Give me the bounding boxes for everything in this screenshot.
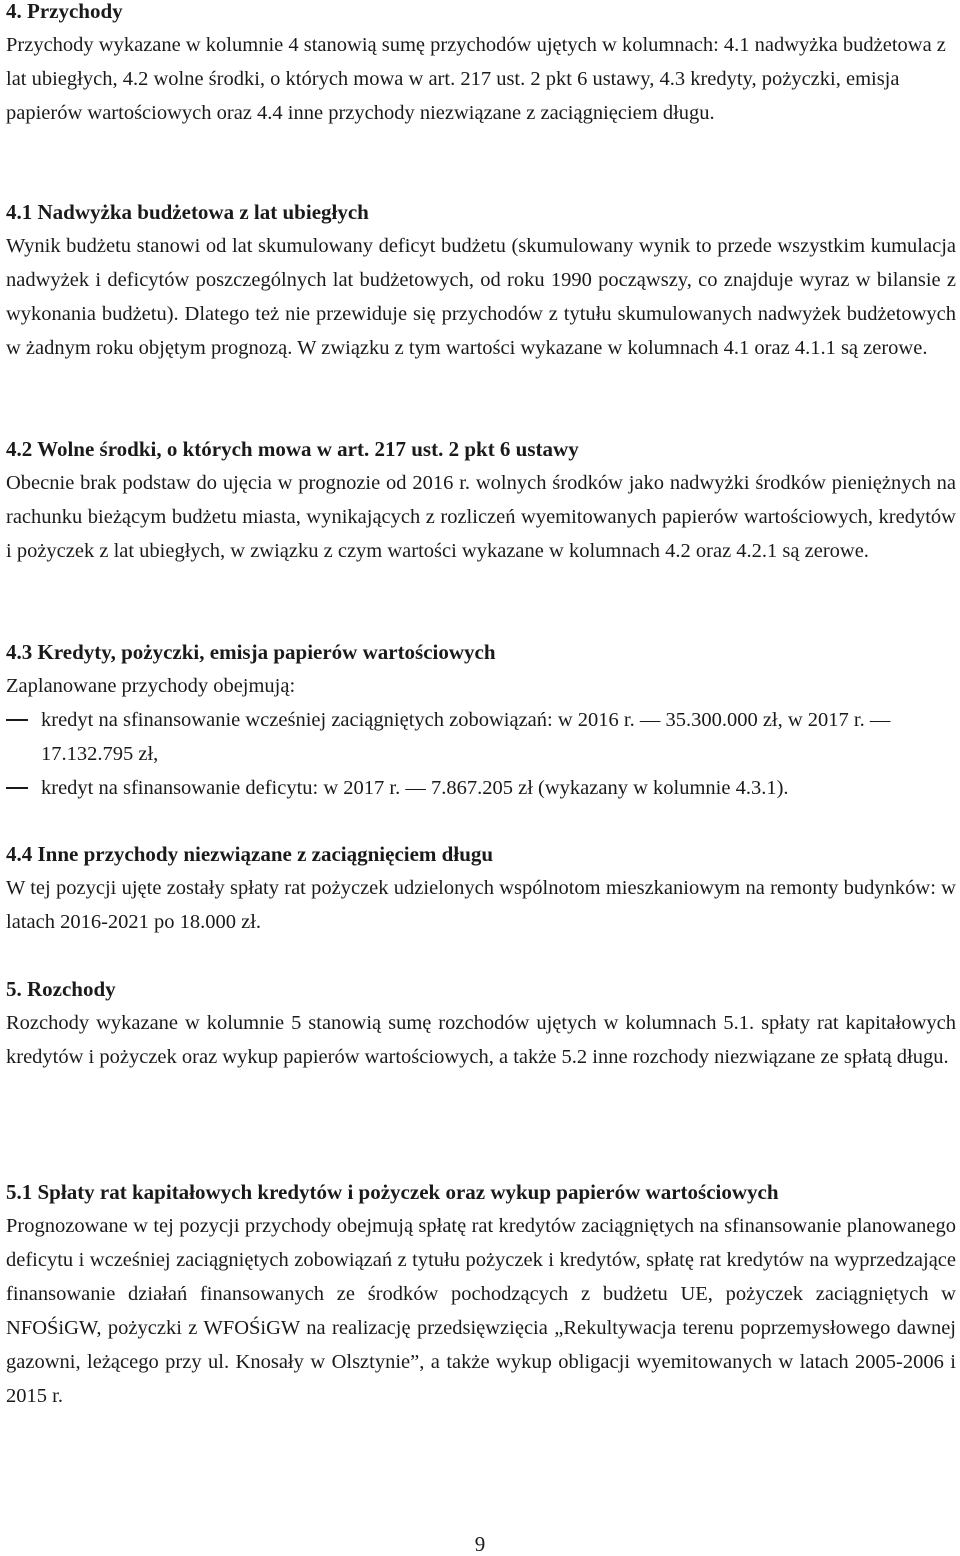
section-heading: 4.1 Nadwyżka budżetowa z lat ubiegłych <box>6 200 369 224</box>
section-paragraph: Obecnie brak podstaw do ujęcia w prognozie od 2016 r. wolnych środków jako nadwyżki środków pieniężnych na rachunku bieżącym budżetu miasta, wynikających z rozliczeń wyemitowanych papierów wartościowych, kredytów i pożyczek z lat ubiegłych, w związku z czym wartości wykazane w kolumnach 4.2 oraz 4.2.1 są zerowe. <box>6 472 956 562</box>
list-item-text: kredyt na sfinansowanie deficytu: w 2017 r. — 7.867.205 zł (wykazany w kolumnie 4.3.1). <box>41 777 789 799</box>
section-heading: 5.1 Spłaty rat kapitałowych kredytów i pożyczek oraz wykup papierów wartościowych <box>6 1180 779 1204</box>
section-paragraph: Rozchody wykazane w kolumnie 5 stanowią sumę rozchodów ujętych w kolumnach 5.1. spłaty rat kapitałowych kredytów i pożyczek oraz wykup papierów wartościowych, a także 5.2 inne rozchody niezwiązane ze spłatą długu. <box>6 1012 956 1068</box>
section-paragraph: W tej pozycji ujęte zostały spłaty rat pożyczek udzielonych wspólnotom mieszkaniowym na remonty budynków: w latach 2016-2021 po 18.000 zł. <box>6 877 956 933</box>
list-item-text: kredyt na sfinansowanie wcześniej zaciągniętych zobowiązań: w 2016 r. — 35.300.000 zł, w 2017 r. — 17.132.795 zł, <box>41 709 891 765</box>
section-4-2-wolne-srodki <box>6 432 956 568</box>
section-heading: 4.3 Kredyty, pożyczki, emisja papierów wartościowych <box>6 640 496 664</box>
section-heading: 4.4 Inne przychody niezwiązane z zaciągnięciem długu <box>6 842 494 866</box>
section-paragraph: Prognozowane w tej pozycji przychody obejmują spłatę rat kredytów zaciągniętych na sfinansowanie planowanego deficytu i wcześniej zaciągniętych zobowiązań z tytułu pożyczek i kredytów, spłatę rat kredytów na wyprzedzające finansowanie działań finansowanych ze środków pochodzących z budżetu UE, pożyczek zaciągniętych w NFOŚiGW, pożyczki z WFOŚiGW na realizację przedsięwzięcia „Rekultywacja terenu poprzemysłowego dawnej gazowni, leżącego przy ul. Knosały w Olsztynie”, a także wykup obligacji wyemitowanych w latach 2005-2006 i 2015 r. <box>6 1215 956 1407</box>
section-4-4-inne-przychody <box>6 837 956 939</box>
section-heading: 5. Rozchody <box>6 977 116 1001</box>
section-4-1-nadwyzka <box>6 195 956 365</box>
section-5-rozchody <box>6 972 956 1074</box>
dash-bullet-icon <box>6 719 28 721</box>
section-4-przychody <box>6 0 956 130</box>
list-item <box>6 703 956 771</box>
list-item <box>6 771 956 805</box>
section-heading: 4. Przychody <box>6 0 123 23</box>
section-4-3-kredyty <box>6 635 956 805</box>
page-number: 9 <box>474 1532 486 1556</box>
section-heading: 4.2 Wolne środki, o których mowa w art. 217 ust. 2 pkt 6 ustawy <box>6 437 579 461</box>
section-5-1-splaty <box>6 1175 956 1413</box>
section-paragraph: Przychody wykazane w kolumnie 4 stanowią sumę przychodów ujętych w kolumnach: 4.1 nadwyżka budżetowa z lat ubiegłych, 4.2 wolne środki, o których mowa w art. 217 ust. 2 pkt 6 ustawy, 4.3 kredyty, pożyczki, emisja papierów wartościowych oraz 4.4 inne przychody niezwiązane z zaciągnięciem długu. <box>6 34 946 124</box>
credit-list <box>6 703 956 805</box>
dash-bullet-icon <box>6 787 28 789</box>
section-paragraph: Wynik budżetu stanowi od lat skumulowany deficyt budżetu (skumulowany wynik to przede wszystkim kumulacja nadwyżek i deficytów poszczególnych lat budżetowych, od roku 1990 począwszy, co znajduje wyraz w bilansie z wykonania budżetu). Dlatego też nie przewiduje się przychodów z tytułu skumulowanych nadwyżek budżetowych w żadnym roku objętym prognozą. W związku z tym wartości wykazane w kolumnach 4.1 oraz 4.1.1 są zerowe. <box>6 235 956 359</box>
section-intro: Zaplanowane przychody obejmują: <box>6 675 296 697</box>
